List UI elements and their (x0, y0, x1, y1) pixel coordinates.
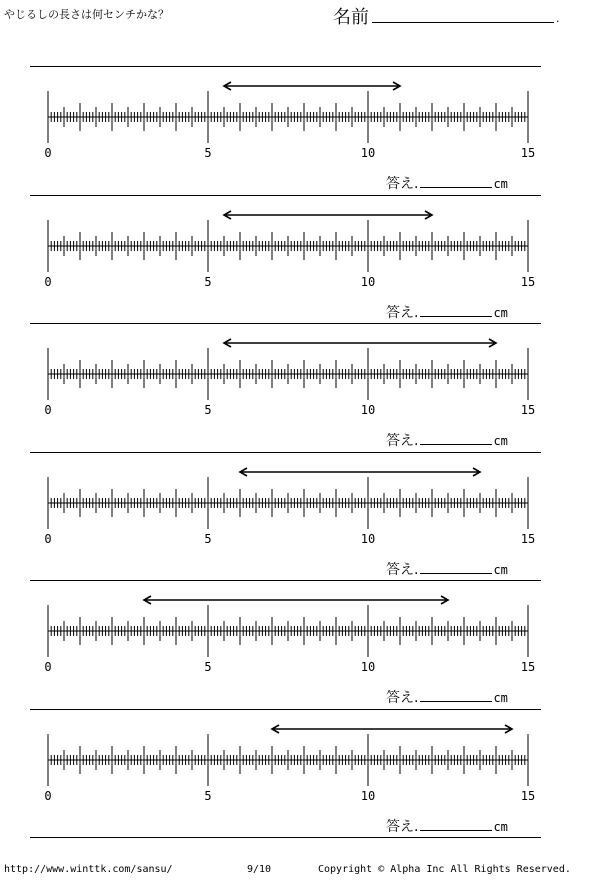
name-field-line[interactable] (372, 22, 554, 23)
ruler-label: 10 (360, 146, 376, 160)
ruler-label: 0 (44, 788, 52, 803)
ruler-label: 15 (520, 660, 536, 674)
name-field-dot: . (556, 12, 560, 25)
ruler-label: 5 (204, 403, 212, 417)
answer-row (386, 430, 508, 450)
separator-line (30, 66, 541, 67)
ruler-label: 15 (520, 274, 536, 289)
answer-blank[interactable] (420, 304, 492, 317)
ruler-label: 10 (360, 403, 376, 417)
worksheet-title: やじるしの長さは何センチかな？ (4, 8, 169, 21)
ruler-label: 15 (520, 146, 536, 160)
measure-arrow (224, 211, 432, 219)
separator-line (30, 709, 541, 710)
answer-blank[interactable] (420, 689, 492, 702)
answer-unit: cm (493, 691, 508, 705)
ruler-label: 5 (204, 788, 212, 803)
answer-unit: cm (493, 434, 508, 448)
footer-page-number: 9/10 (247, 864, 272, 875)
measure-arrow (224, 339, 496, 347)
answer-label: 答え. (386, 176, 419, 192)
ruler-with-arrow (0, 71, 616, 171)
ruler-label: 5 (204, 660, 212, 674)
separator-line (30, 452, 541, 453)
separator-line (30, 195, 541, 196)
answer-blank[interactable] (420, 818, 492, 831)
ruler-label: 5 (204, 531, 212, 546)
ruler-with-arrow (0, 585, 616, 685)
ruler-with-arrow (0, 200, 616, 300)
ruler-label: 0 (44, 274, 52, 289)
ruler-label: 15 (520, 788, 536, 803)
answer-unit: cm (493, 177, 508, 191)
answer-unit: cm (493, 819, 508, 834)
name-label: 名前 (333, 7, 369, 28)
measure-arrow (224, 82, 400, 90)
answer-row (386, 559, 508, 579)
ruler-label: 5 (204, 146, 212, 160)
footer-url: http://www.winttk.com/sansu/ (4, 864, 173, 875)
answer-row (386, 687, 508, 707)
ruler-with-arrow (0, 714, 616, 814)
answer-label: 答え. (386, 818, 419, 835)
answer-label: 答え. (386, 304, 419, 321)
measure-arrow (240, 468, 480, 476)
answer-blank[interactable] (420, 432, 492, 445)
ruler-label: 10 (360, 274, 376, 289)
answer-label: 答え. (386, 433, 419, 449)
answer-unit: cm (493, 305, 508, 320)
ruler-label: 10 (360, 660, 376, 674)
answer-blank[interactable] (420, 561, 492, 574)
answer-label: 答え. (386, 690, 419, 706)
separator-line (30, 580, 541, 581)
ruler-label: 15 (520, 531, 536, 546)
ruler-label: 15 (520, 403, 536, 417)
ruler-label: 0 (44, 403, 52, 417)
answer-row (386, 816, 508, 836)
separator-line (30, 323, 541, 324)
ruler-with-arrow (0, 328, 616, 428)
footer-copyright: Copyright © Alpha Inc All Rights Reserved. (318, 864, 571, 875)
ruler-label: 0 (44, 531, 52, 546)
measure-arrow (144, 596, 448, 604)
ruler-label: 5 (204, 274, 212, 289)
answer-row (386, 173, 508, 193)
answer-label: 答え. (386, 561, 419, 578)
ruler-label: 0 (44, 146, 52, 160)
ruler-label: 10 (360, 788, 376, 803)
separator-line (30, 837, 541, 838)
measure-arrow (272, 725, 512, 733)
ruler-label: 0 (44, 660, 52, 674)
ruler-with-arrow (0, 457, 616, 557)
answer-row (386, 302, 508, 322)
answer-unit: cm (493, 562, 508, 577)
answer-blank[interactable] (420, 175, 492, 188)
ruler-label: 10 (360, 531, 376, 546)
